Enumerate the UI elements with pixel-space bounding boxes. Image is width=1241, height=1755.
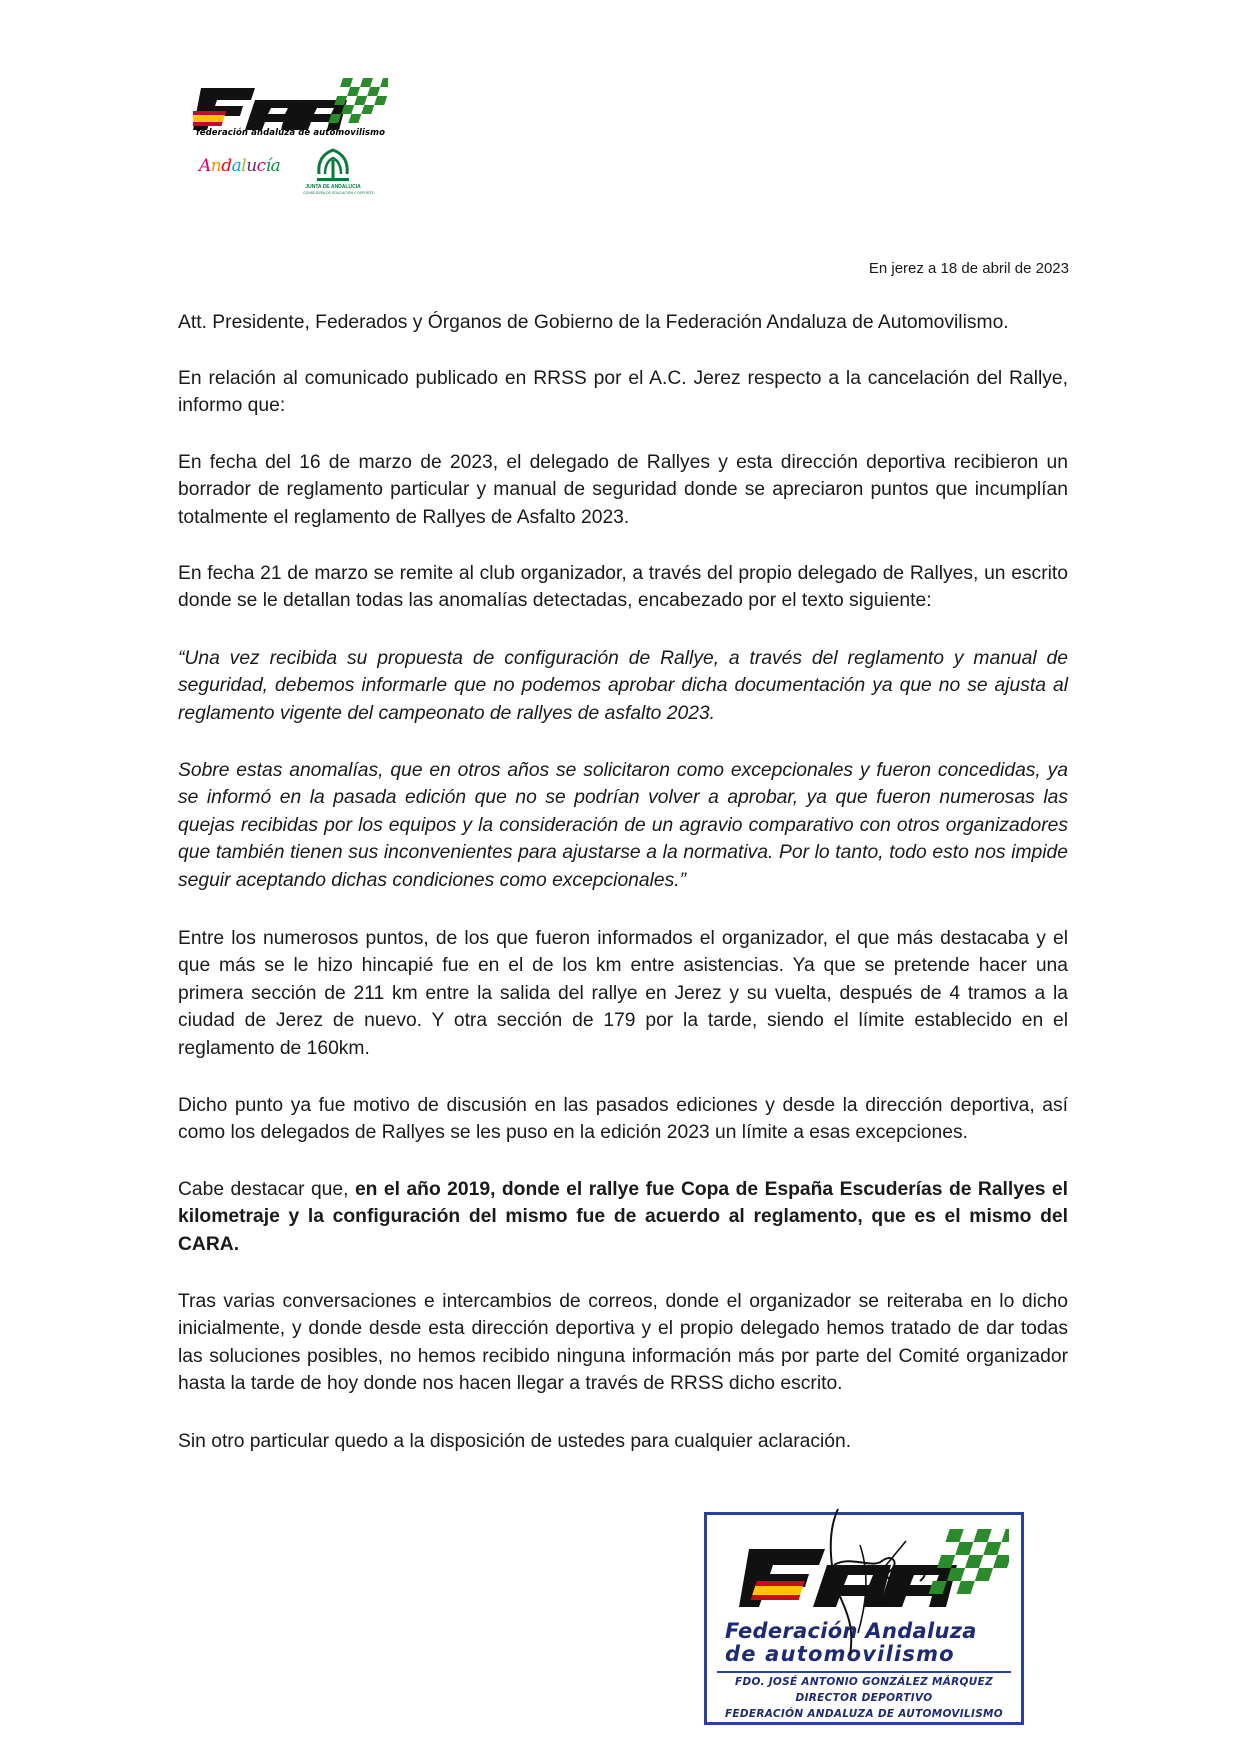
junta-department: CONSEJERÍA DE EDUCACIÓN Y DEPORTE bbox=[303, 191, 374, 195]
paragraph-3: En fecha 21 de marzo se remite al club organizador, a través del propio delegado de Rallyes, un escrito donde se le detallan todas las anomalías detectadas, encabezado por el texto siguiente: bbox=[178, 563, 1068, 612]
junta-name: JUNTA DE ANDALUCIA bbox=[305, 184, 361, 190]
stamp-divider bbox=[717, 1671, 1011, 1673]
stamp-federacion-text: Federación Andaluza bbox=[725, 1619, 977, 1643]
paragraph-1: En relación al comunicado publicado en RRSS por el A.C. Jerez respecto a la cancelación del Rallye, informo que: bbox=[178, 368, 1068, 417]
quote-paragraph-1: “Una vez recibida su propuesta de configuración de Rallye, a través del reglamento y manual de seguridad, debemos informarle que no podemos aprobar dicha documentación ya que no se ajusta al reglamento vigente del campeonato de rallyes de asfalto 2023. bbox=[178, 648, 1068, 724]
stamp-signatory: FDO. JOSÉ ANTONIO GONZÁLEZ MÁRQUEZ bbox=[734, 1676, 994, 1688]
paragraph-7: Tras varias conversaciones e intercambios de correos, donde el organizador se reiteraba en lo dicho inicialmente, y donde desde esta dirección deportiva y el propio delegado hemos tratado de dar todas las soluciones posibles, no hemos recibido ninguna información más por parte del Comité organizador hasta la tarde de hoy donde nos hacen llegar a través de RRSS dicho escrito. bbox=[178, 1291, 1068, 1395]
paragraph-6-lead: Cabe destacar que, bbox=[178, 1179, 355, 1200]
junta-emblem-icon bbox=[303, 144, 363, 184]
stamp-automovilismo-text: de automovilismo bbox=[725, 1642, 955, 1666]
paragraph-4: Entre los numerosos puntos, de los que fueron informados el organizador, el que más destacaba y el que más se le hizo hincapié fue en el de los km entre asistencias. Ya que se pretende hacer una primera sección de 211 km entre la salida del rallye en Jerez y su vuelta, después de 4 tramos a la ciudad de Jerez de nuevo. Y otra sección de 179 por la tarde, siendo el límite establecido en el reglamento de 160km. bbox=[178, 928, 1068, 1059]
addressee-line: Att. Presidente, Federados y Órganos de Gobierno de la Federación Andaluza de Automovilismo. bbox=[178, 312, 1009, 333]
faa-logo-caption: federación andaluza de automovilismo bbox=[195, 128, 386, 138]
quote-paragraph-2: Sobre estas anomalías, que en otros años se solicitaron como excepcionales y fueron concedidas, ya se informó en la pasada edición que no se podrían volver a aprobar, ya que fueron numerosas las quejas recibidas por los equipos y la consideración de un agravio comparativo con otros organizadores que también tienen sus inconvenientes para ajustarse a la normativa. Por lo tanto, todo esto nos impide seguir aceptando dichas condiciones como excepcionales.” bbox=[178, 760, 1068, 891]
paragraph-5: Dicho punto ya fue motivo de discusión en las pasados ediciones y desde la dirección deportiva, así como los delegados de Rallyes se les puso en la edición 2023 un límite a esas excepciones. bbox=[178, 1095, 1068, 1144]
paragraph-6-bold: en el año 2019, donde el rallye fue Copa de España Escuderías de Rallyes el kilometraje y la configuración del mismo fue de acuerdo al reglamento, que es el mismo del CARA. bbox=[178, 1179, 1068, 1255]
closing-paragraph: Sin otro particular quedo a la disposición de ustedes para cualquier aclaración. bbox=[178, 1431, 852, 1452]
paragraph-6 bbox=[178, 1176, 1068, 1258]
stamp-organization: FEDERACIÓN ANDALUZA DE AUTOMOVILISMO bbox=[724, 1708, 1004, 1720]
letter-date: En jerez a 18 de abril de 2023 bbox=[868, 260, 1069, 277]
junta-andalucia-logo bbox=[303, 144, 374, 200]
handwritten-signature bbox=[820, 1505, 940, 1660]
paragraph-2: En fecha del 16 de marzo de 2023, el delegado de Rallyes y esta dirección deportiva recibieron un borrador de reglamento particular y manual de seguridad donde se apreciaron puntos que incumplían totalmente el reglamento de Rallyes de Asfalto 2023. bbox=[178, 452, 1068, 528]
andalucia-brand-logo: Andalucía bbox=[199, 156, 281, 176]
header-logo-block bbox=[193, 78, 388, 198]
stamp-role: DIRECTOR DEPORTIVO bbox=[795, 1692, 933, 1704]
